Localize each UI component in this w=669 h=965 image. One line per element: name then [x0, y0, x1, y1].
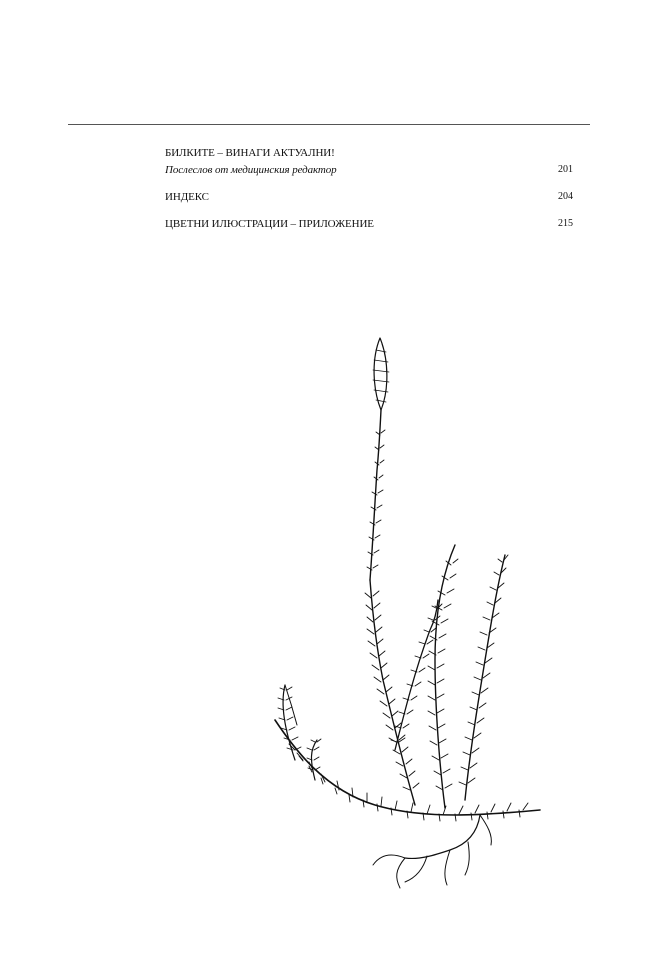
toc-entry-title: ЦВЕТНИ ИЛЮСТРАЦИИ – ПРИЛОЖЕНИЕ: [165, 218, 374, 230]
header-rule: [68, 124, 590, 125]
toc-page-number: 201: [558, 164, 573, 175]
clubmoss-plant-illustration: [255, 330, 555, 895]
toc-page-number: 215: [558, 218, 573, 229]
toc-page-number: 204: [558, 191, 573, 202]
toc-entry-title: Послеслов от медицинския редактор: [165, 164, 337, 176]
toc-entry-title: ИНДЕКС: [165, 191, 209, 203]
toc-entry-title: БИЛКИТЕ – ВИНАГИ АКТУАЛНИ!: [165, 147, 335, 159]
